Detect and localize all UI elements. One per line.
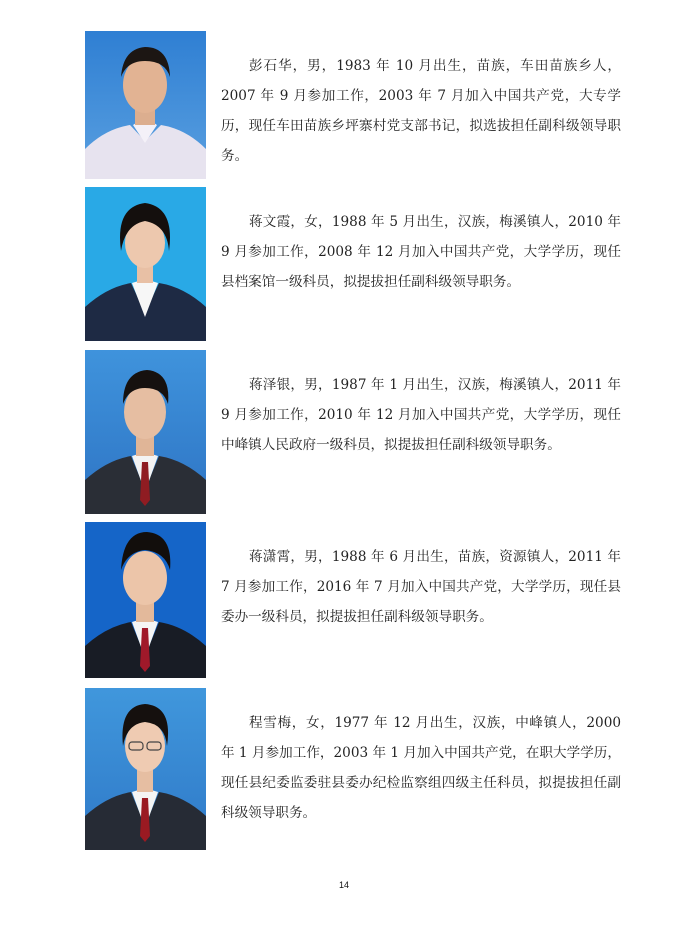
portrait-photo	[85, 187, 206, 341]
portrait-photo	[85, 522, 206, 678]
person-bio: 蒋文霞，女，1988 年 5 月出生，汉族，梅溪镇人，2010 年 9 月参加工作，2008 年 12 月加入中国共产党，大学学历，现任县档案馆一级科员，拟提拔担任副科级领导职务。	[221, 214, 621, 290]
portrait-photo	[85, 350, 206, 514]
person-bio: 蒋潇霄，男，1988 年 6 月出生，苗族，资源镇人，2011 年 7 月参加工作，2016 年 7 月加入中国共产党，大学学历，现任县委办一级科员，拟提拔担任副科级领导职务。	[221, 549, 621, 625]
portrait-photo	[85, 31, 206, 179]
person-bio: 彭石华，男，1983 年 10 月出生，苗族，车田苗族乡人，2007 年 9 月参加工作，2003 年 7 月加入中国共产党，大专学历，现任车田苗族乡坪寨村党支部书记，拟选拔担任副科级领导职务。	[221, 58, 621, 164]
portrait-photo	[85, 688, 206, 850]
page-number: 14	[338, 880, 349, 890]
person-bio: 程雪梅，女，1977 年 12 月出生，汉族，中峰镇人，2000 年 1 月参加工作，2003 年 1 月加入中国共产党，在职大学学历，现任县纪委监委驻县委办纪检监察组四级主任科员，拟提拔担任副科级领导职务。	[221, 715, 621, 821]
person-bio: 蒋泽银，男，1987 年 1 月出生，汉族，梅溪镇人，2011 年 9 月参加工作，2010 年 12 月加入中国共产党，大学学历，现任中峰镇人民政府一级科员，拟提拔担任副科级领导职务。	[221, 377, 621, 453]
